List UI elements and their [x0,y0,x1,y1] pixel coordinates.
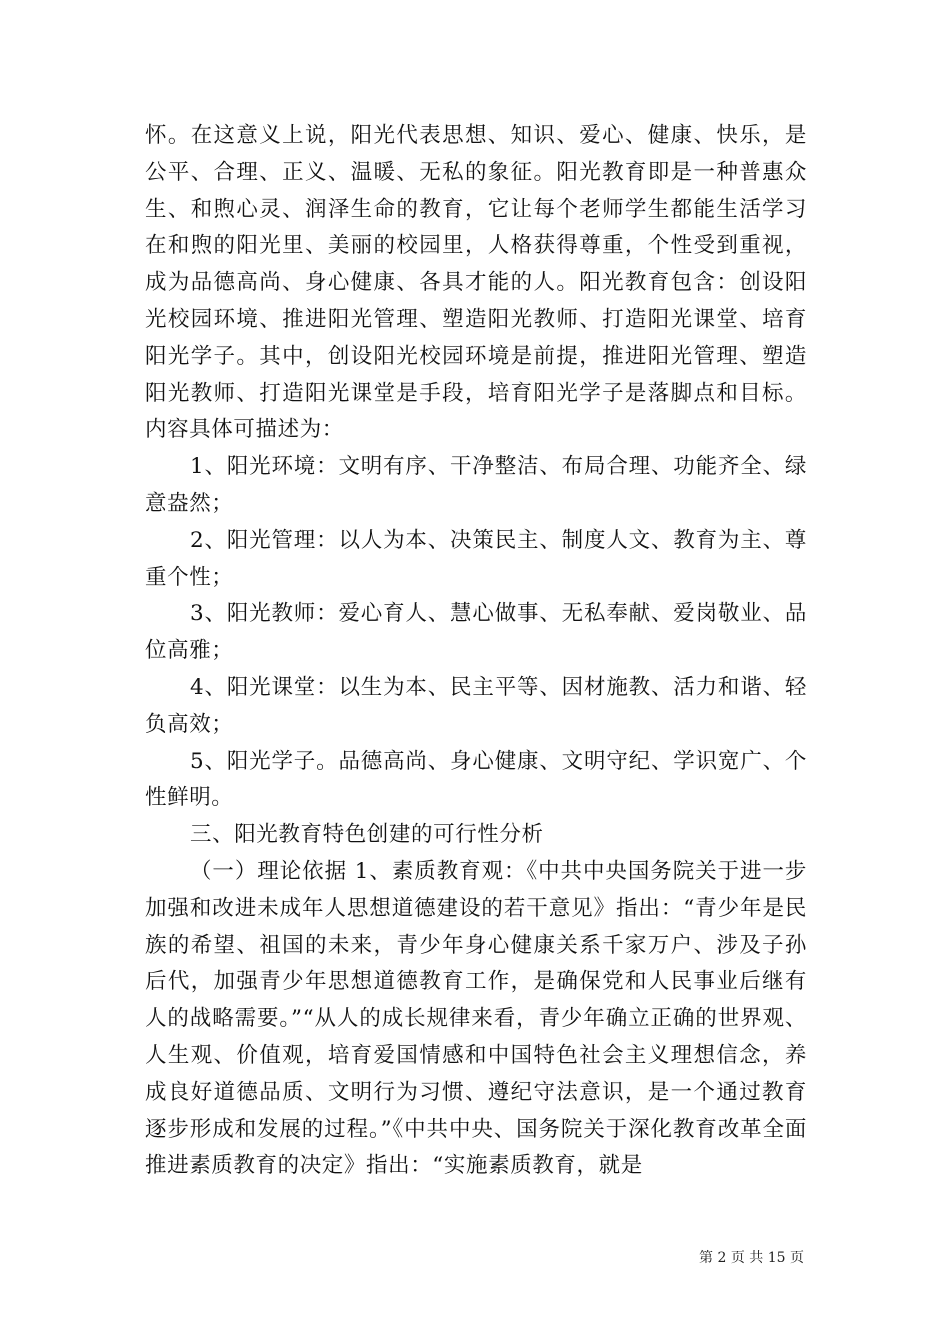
paragraph-theory-basis: （一）理论依据 1、素质教育观：《中共中央国务院关于进一步加强和改进未成年人思想道德建设的若干意见》指出：“青少年是民族的希望、祖国的未来，青少年身心健康关系千家万户、涉及子孙后代，加强青少年思想道德教育工作，是确保党和人民事业后继有人的战略需要。”“从人的成长规律来看，青少年确立正确的世界观、人生观、价值观，培育爱国情感和中国特色社会主义理想信念，养成良好道德品质、文明行为习惯、遵纪守法意识，是一个通过教育逐步形成和发展的过程。”《中共中央、国务院关于深化教育改革全面推进素质教育的决定》指出：“实施素质教育，就是 [145,858,807,1179]
list-item-sunshine-environment: 1、阳光环境：文明有序、干净整洁、布局合理、功能齐全、绿意盎然； [145,454,807,516]
document-body [145,118,807,1185]
paragraph-intro: 怀。在这意义上说，阳光代表思想、知识、爱心、健康、快乐，是公平、合理、正义、温暖、无私的象征。阳光教育即是一种普惠众生、和煦心灵、润泽生命的教育，它让每个老师学生都能生活学习在和煦的阳光里、美丽的校园里，人格获得尊重，个性受到重视，成为品德高尚、身心健康、各具才能的人。阳光教育包含：创设阳光校园环境、推进阳光管理、塑造阳光教师、打造阳光课堂、培育阳光学子。其中，创设阳光校园环境是前提，推进阳光管理、塑造阳光教师、打造阳光课堂是手段，培育阳光学子是落脚点和目标。内容具体可描述为： [145,123,807,443]
list-item-sunshine-management: 2、阳光管理：以人为本、决策民主、制度人文、教育为主、尊重个性； [145,527,807,590]
list-item-sunshine-classroom: 4、阳光课堂：以生为本、民主平等、因材施教、活力和谐、轻负高效； [145,674,807,737]
list-item-sunshine-students: 5、阳光学子。品德高尚、身心健康、文明守纪、学识宽广、个性鲜明。 [145,748,807,811]
list-item-sunshine-teachers: 3、阳光教师：爱心育人、慧心做事、无私奉献、爱岗敬业、品位高雅； [145,601,807,664]
page-number-footer: 第 2 页 共 15 页 [699,1250,804,1266]
section-heading-feasibility: 三、阳光教育特色创建的可行性分析 [190,822,544,848]
